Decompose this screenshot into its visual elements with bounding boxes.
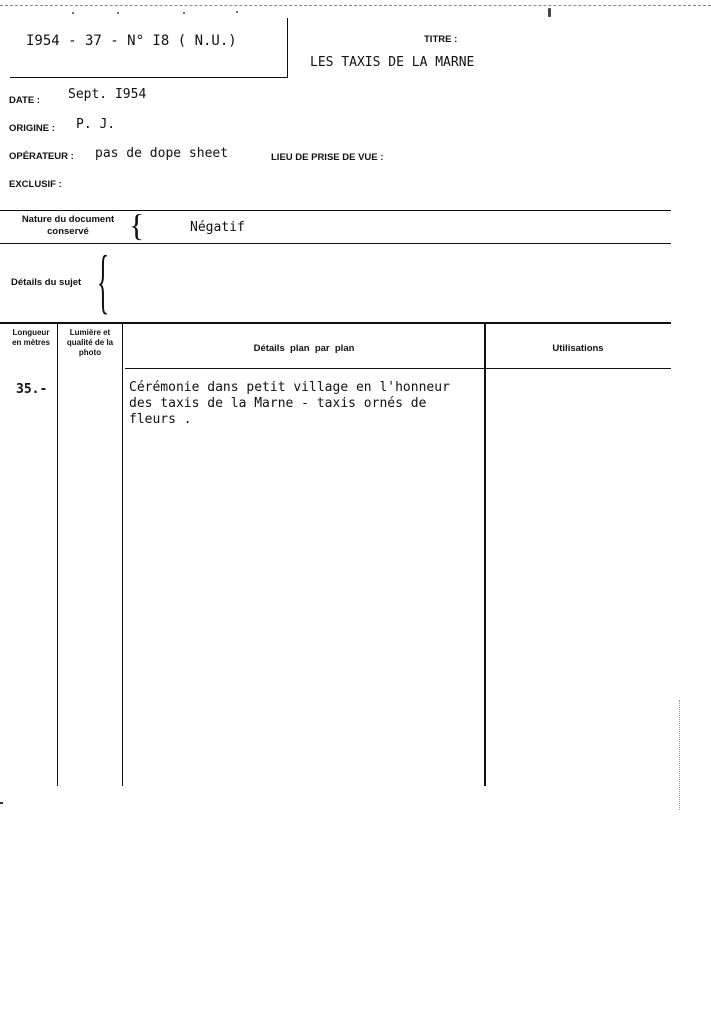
nature-top-rule bbox=[0, 210, 671, 211]
title-label: TITRE : bbox=[424, 34, 458, 45]
header-underline bbox=[10, 77, 288, 78]
operateur-value: pas de dope sheet bbox=[95, 146, 229, 161]
details-sujet-brace: { bbox=[97, 241, 110, 321]
nature-value: Négatif bbox=[190, 220, 245, 235]
scan-right-edge bbox=[679, 700, 680, 810]
scan-top-edge bbox=[0, 5, 711, 6]
col-line-2 bbox=[122, 324, 123, 786]
date-label: DATE : bbox=[9, 95, 40, 106]
row-longueur: 35.- bbox=[16, 382, 48, 397]
header-bottom-rule bbox=[125, 368, 671, 369]
lieu-label: LIEU DE PRISE DE VUE : bbox=[271, 152, 384, 163]
col-header-details: Détails plan par plan bbox=[253, 343, 355, 354]
origine-label: ORIGINE : bbox=[9, 123, 55, 134]
row-details bbox=[129, 380, 450, 428]
col-header-longueur: Longueur en mètres bbox=[12, 328, 50, 347]
col-header-utilisations: Utilisations bbox=[552, 343, 604, 354]
details-sujet-label: Détails du sujet bbox=[11, 277, 82, 288]
title-value: LES TAXIS DE LA MARNE bbox=[310, 55, 475, 70]
scan-speck bbox=[72, 12, 74, 14]
nature-brace: { bbox=[129, 207, 145, 243]
row-details-line: Cérémonie dans petit village en l'honneur bbox=[129, 380, 450, 395]
col-line-3 bbox=[484, 324, 486, 786]
header-divider bbox=[287, 18, 288, 78]
scan-speck bbox=[236, 11, 238, 13]
col-header-lumiere: Lumière et qualité de la photo bbox=[66, 328, 114, 357]
date-value: Sept. I954 bbox=[68, 87, 147, 102]
operateur-label: OPÉRATEUR : bbox=[9, 151, 74, 162]
col-line-1 bbox=[57, 324, 58, 786]
scan-left-mark bbox=[0, 802, 3, 804]
row-details-line: des taxis de la Marne - taxis ornés de bbox=[129, 396, 427, 411]
origine-value: P. J. bbox=[76, 117, 116, 132]
row-details-line: fleurs . bbox=[129, 412, 192, 427]
exclusif-label: EXCLUSIF : bbox=[9, 179, 62, 190]
scan-speck bbox=[548, 8, 551, 17]
scan-speck bbox=[183, 12, 185, 14]
table-top-rule bbox=[0, 322, 671, 324]
scan-speck bbox=[117, 12, 119, 14]
reference-number: I954 - 37 - N° I8 ( N.U.) bbox=[26, 33, 237, 49]
nature-label: Nature du document conservé bbox=[21, 214, 115, 237]
